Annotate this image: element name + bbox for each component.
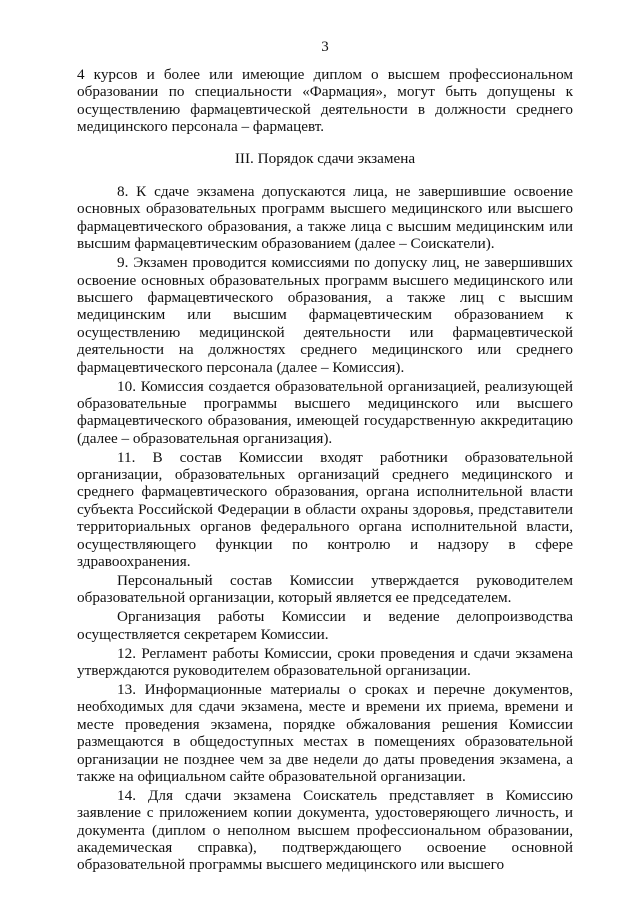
intro-paragraph: 4 курсов и более или имеющие диплом о высшем профессиональном образовании по специальности «Фармация», могут быть допущены к осуществлению фармацевтической деятельности в должности среднего медицинского персонала – фармацевт. bbox=[77, 66, 573, 136]
paragraph-10: 10. Комиссия создается образовательной организацией, реализующей образовательные программы высшего медицинского или высшего фармацевтического образования, имеющей государственную аккредитацию (далее – образовательная организация). bbox=[77, 377, 573, 447]
document-page bbox=[77, 38, 573, 874]
paragraph-11: 11. В состав Комиссии входят работники образовательной организации, образовательных организаций среднего медицинского и среднего фармацевтического образования, органа исполнительной власти субъекта Российской Федерации в области охраны здоровья, представители территориальных органов федерального органа исполнительной власти, осуществляющего функции по контролю и надзору в сфере здравоохранения. bbox=[77, 448, 573, 571]
paragraph-8: 8. К сдаче экзамена допускаются лица, не завершившие освоение основных образовательных программ высшего медицинского или высшего фармацевтического образования, а также лица с высшим медицинским или высшим фармацевтическим образованием (далее – Соискатели). bbox=[77, 183, 573, 253]
paragraph-13: 13. Информационные материалы о сроках и перечне документов, необходимых для сдачи экзамена, месте и времени их приема, времени и месте проведения экзамена, порядке обжалования решения Комиссии размещаются в общедоступных местах в помещениях образовательной организации не позднее чем за две недели до даты проведения экзамена, а также на официальном сайте образовательной организации. bbox=[77, 680, 573, 785]
paragraph-12: 12. Регламент работы Комиссии, сроки проведения и сдачи экзамена утверждаются руководителем образовательной организации. bbox=[77, 644, 573, 679]
paragraph-11-organization: Организация работы Комиссии и ведение делопроизводства осуществляется секретарем Комиссии. bbox=[77, 608, 573, 643]
page-number: 3 bbox=[321, 39, 329, 55]
paragraph-14: 14. Для сдачи экзамена Соискатель представляет в Комиссию заявление с приложением копии документа, удостоверяющего личность, и документа (диплом о неполном высшем профессиональном образовании, академическая справка), подтверждающего освоение основной образовательной программы высшего медицинского или высшего bbox=[77, 786, 573, 874]
paragraph-9: 9. Экзамен проводится комиссиями по допуску лиц, не завершивших освоение основных образовательных программ высшего медицинского или высшего фармацевтического образования, а также лиц с высшим медицинским или высшим фармацевтическим образованием к осуществлению медицинской деятельности или фармацевтической деятельности на должностях среднего медицинского или среднего фармацевтического персонала (далее – Комиссия). bbox=[77, 254, 573, 376]
section-heading: III. Порядок сдачи экзамена bbox=[234, 149, 416, 167]
paragraph-11-personnel: Персональный состав Комиссии утверждается руководителем образовательной организации, который является ее председателем. bbox=[77, 571, 573, 607]
